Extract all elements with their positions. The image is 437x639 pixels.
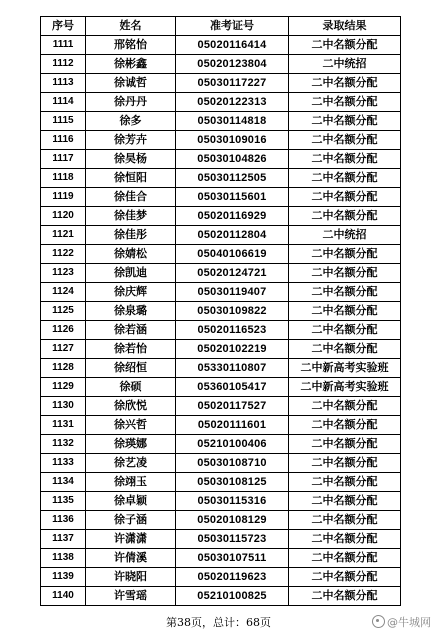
cell-ticket-number: 05030115316 bbox=[176, 492, 289, 511]
cell-admission-result: 二中统招 bbox=[289, 55, 401, 74]
table-row bbox=[41, 587, 401, 606]
cell-name: 徐翊玉 bbox=[86, 473, 176, 492]
cell-admission-result: 二中统招 bbox=[289, 226, 401, 245]
table-row bbox=[41, 245, 401, 264]
cell-name: 徐昊杨 bbox=[86, 150, 176, 169]
table-row bbox=[41, 93, 401, 112]
cell-ticket-number: 05020112804 bbox=[176, 226, 289, 245]
cell-serial: 1117 bbox=[41, 150, 86, 169]
cell-serial: 1119 bbox=[41, 188, 86, 207]
cell-serial: 1111 bbox=[41, 36, 86, 55]
cell-serial: 1114 bbox=[41, 93, 86, 112]
cell-admission-result: 二中名额分配 bbox=[289, 340, 401, 359]
table-row bbox=[41, 226, 401, 245]
cell-name: 许雪瑶 bbox=[86, 587, 176, 606]
table-body bbox=[41, 36, 401, 606]
table-row bbox=[41, 416, 401, 435]
cell-name: 徐卓颖 bbox=[86, 492, 176, 511]
table-row bbox=[41, 131, 401, 150]
cell-name: 徐庆辉 bbox=[86, 283, 176, 302]
cell-name: 徐丹丹 bbox=[86, 93, 176, 112]
cell-name: 邢铭怡 bbox=[86, 36, 176, 55]
table-row bbox=[41, 511, 401, 530]
cell-name: 徐硕 bbox=[86, 378, 176, 397]
table-row bbox=[41, 150, 401, 169]
table-row bbox=[41, 55, 401, 74]
cell-ticket-number: 05020122313 bbox=[176, 93, 289, 112]
table-row bbox=[41, 397, 401, 416]
cell-admission-result: 二中名额分配 bbox=[289, 36, 401, 55]
cell-serial: 1130 bbox=[41, 397, 86, 416]
cell-admission-result: 二中名额分配 bbox=[289, 283, 401, 302]
cell-admission-result: 二中新高考实验班 bbox=[289, 359, 401, 378]
cell-admission-result: 二中名额分配 bbox=[289, 511, 401, 530]
cell-name: 徐芳卉 bbox=[86, 131, 176, 150]
cell-admission-result: 二中名额分配 bbox=[289, 492, 401, 511]
cell-name: 许晓阳 bbox=[86, 568, 176, 587]
table-row bbox=[41, 549, 401, 568]
cell-ticket-number: 05030109822 bbox=[176, 302, 289, 321]
cell-serial: 1123 bbox=[41, 264, 86, 283]
cell-ticket-number: 05030115723 bbox=[176, 530, 289, 549]
page-footer: 第38页，总计：68页 bbox=[166, 616, 271, 629]
cell-ticket-number: 05020117527 bbox=[176, 397, 289, 416]
cell-serial: 1116 bbox=[41, 131, 86, 150]
cell-serial: 1115 bbox=[41, 112, 86, 131]
cell-admission-result: 二中名额分配 bbox=[289, 264, 401, 283]
cell-admission-result: 二中名额分配 bbox=[289, 131, 401, 150]
cell-ticket-number: 05030107511 bbox=[176, 549, 289, 568]
table-row bbox=[41, 340, 401, 359]
cell-admission-result: 二中名额分配 bbox=[289, 74, 401, 93]
cell-admission-result: 二中名额分配 bbox=[289, 188, 401, 207]
cell-serial: 1125 bbox=[41, 302, 86, 321]
table-row bbox=[41, 74, 401, 93]
cell-serial: 1126 bbox=[41, 321, 86, 340]
cell-admission-result: 二中名额分配 bbox=[289, 397, 401, 416]
cell-ticket-number: 05020116414 bbox=[176, 36, 289, 55]
cell-admission-result: 二中名额分配 bbox=[289, 169, 401, 188]
cell-serial: 1136 bbox=[41, 511, 86, 530]
cell-name: 徐佳梦 bbox=[86, 207, 176, 226]
cell-ticket-number: 05020124721 bbox=[176, 264, 289, 283]
cell-ticket-number: 05030108710 bbox=[176, 454, 289, 473]
table-row bbox=[41, 454, 401, 473]
cell-serial: 1113 bbox=[41, 74, 86, 93]
cell-serial: 1128 bbox=[41, 359, 86, 378]
cell-admission-result: 二中名额分配 bbox=[289, 321, 401, 340]
table-row bbox=[41, 264, 401, 283]
table-header-row bbox=[41, 17, 401, 36]
cell-ticket-number: 05030117227 bbox=[176, 74, 289, 93]
cell-ticket-number: 05020116929 bbox=[176, 207, 289, 226]
table-row bbox=[41, 302, 401, 321]
cell-name: 徐瑛娜 bbox=[86, 435, 176, 454]
watermark-text: @牛城网 bbox=[387, 616, 431, 629]
cell-serial: 1138 bbox=[41, 549, 86, 568]
table-row bbox=[41, 207, 401, 226]
table-row bbox=[41, 378, 401, 397]
table-row bbox=[41, 473, 401, 492]
cell-serial: 1120 bbox=[41, 207, 86, 226]
cell-serial: 1140 bbox=[41, 587, 86, 606]
cell-name: 徐恒阳 bbox=[86, 169, 176, 188]
cell-admission-result: 二中名额分配 bbox=[289, 473, 401, 492]
cell-admission-result: 二中名额分配 bbox=[289, 112, 401, 131]
cell-serial: 1131 bbox=[41, 416, 86, 435]
cell-serial: 1112 bbox=[41, 55, 86, 74]
cell-name: 徐佳彤 bbox=[86, 226, 176, 245]
camera-icon bbox=[372, 615, 385, 628]
cell-serial: 1129 bbox=[41, 378, 86, 397]
cell-admission-result: 二中名额分配 bbox=[289, 549, 401, 568]
cell-ticket-number: 05030114818 bbox=[176, 112, 289, 131]
cell-serial: 1134 bbox=[41, 473, 86, 492]
cell-name: 许潇潇 bbox=[86, 530, 176, 549]
cell-name: 徐若怡 bbox=[86, 340, 176, 359]
cell-serial: 1121 bbox=[41, 226, 86, 245]
cell-serial: 1139 bbox=[41, 568, 86, 587]
cell-ticket-number: 05030109016 bbox=[176, 131, 289, 150]
cell-ticket-number: 05020116523 bbox=[176, 321, 289, 340]
cell-name: 徐兴哲 bbox=[86, 416, 176, 435]
cell-ticket-number: 05020123804 bbox=[176, 55, 289, 74]
cell-serial: 1118 bbox=[41, 169, 86, 188]
table-row bbox=[41, 283, 401, 302]
cell-ticket-number: 05020111601 bbox=[176, 416, 289, 435]
cell-ticket-number: 05030108125 bbox=[176, 473, 289, 492]
cell-name: 徐凯迪 bbox=[86, 264, 176, 283]
header-ticket-number: 准考证号 bbox=[176, 17, 289, 36]
cell-admission-result: 二中名额分配 bbox=[289, 93, 401, 112]
cell-name: 徐泉璐 bbox=[86, 302, 176, 321]
cell-ticket-number: 05020102219 bbox=[176, 340, 289, 359]
cell-ticket-number: 05020119623 bbox=[176, 568, 289, 587]
cell-admission-result: 二中名额分配 bbox=[289, 245, 401, 264]
table-row bbox=[41, 169, 401, 188]
cell-name: 徐彬鑫 bbox=[86, 55, 176, 74]
cell-ticket-number: 05210100825 bbox=[176, 587, 289, 606]
table-row bbox=[41, 435, 401, 454]
cell-serial: 1127 bbox=[41, 340, 86, 359]
watermark bbox=[372, 614, 431, 630]
admission-table bbox=[40, 16, 401, 606]
header-name: 姓名 bbox=[86, 17, 176, 36]
table-row bbox=[41, 530, 401, 549]
cell-name: 徐若涵 bbox=[86, 321, 176, 340]
cell-serial: 1132 bbox=[41, 435, 86, 454]
cell-admission-result: 二中名额分配 bbox=[289, 416, 401, 435]
cell-name: 徐子涵 bbox=[86, 511, 176, 530]
table-row bbox=[41, 36, 401, 55]
table-row bbox=[41, 568, 401, 587]
table-row bbox=[41, 188, 401, 207]
table-row bbox=[41, 492, 401, 511]
cell-ticket-number: 05210100406 bbox=[176, 435, 289, 454]
cell-ticket-number: 05040106619 bbox=[176, 245, 289, 264]
cell-serial: 1133 bbox=[41, 454, 86, 473]
table-row bbox=[41, 321, 401, 340]
cell-admission-result: 二中名额分配 bbox=[289, 302, 401, 321]
header-serial: 序号 bbox=[41, 17, 86, 36]
cell-ticket-number: 05030112505 bbox=[176, 169, 289, 188]
cell-admission-result: 二中名额分配 bbox=[289, 150, 401, 169]
cell-name: 许倩溪 bbox=[86, 549, 176, 568]
cell-name: 徐多 bbox=[86, 112, 176, 131]
cell-admission-result: 二中名额分配 bbox=[289, 207, 401, 226]
cell-ticket-number: 05330110807 bbox=[176, 359, 289, 378]
cell-admission-result: 二中名额分配 bbox=[289, 530, 401, 549]
cell-serial: 1137 bbox=[41, 530, 86, 549]
cell-ticket-number: 05030115601 bbox=[176, 188, 289, 207]
cell-admission-result: 二中名额分配 bbox=[289, 568, 401, 587]
cell-serial: 1124 bbox=[41, 283, 86, 302]
cell-name: 徐婧松 bbox=[86, 245, 176, 264]
cell-ticket-number: 05020108129 bbox=[176, 511, 289, 530]
cell-name: 徐佳合 bbox=[86, 188, 176, 207]
cell-name: 徐艺凌 bbox=[86, 454, 176, 473]
table-row bbox=[41, 359, 401, 378]
cell-name: 徐绍恒 bbox=[86, 359, 176, 378]
cell-ticket-number: 05030119407 bbox=[176, 283, 289, 302]
cell-admission-result: 二中新高考实验班 bbox=[289, 378, 401, 397]
cell-name: 徐诚哲 bbox=[86, 74, 176, 93]
cell-admission-result: 二中名额分配 bbox=[289, 454, 401, 473]
cell-ticket-number: 05030104826 bbox=[176, 150, 289, 169]
cell-serial: 1122 bbox=[41, 245, 86, 264]
cell-admission-result: 二中名额分配 bbox=[289, 587, 401, 606]
cell-name: 徐欣悦 bbox=[86, 397, 176, 416]
table-row bbox=[41, 112, 401, 131]
admission-list bbox=[40, 16, 400, 606]
cell-serial: 1135 bbox=[41, 492, 86, 511]
header-admission-result: 录取结果 bbox=[289, 17, 401, 36]
cell-admission-result: 二中名额分配 bbox=[289, 435, 401, 454]
cell-ticket-number: 05360105417 bbox=[176, 378, 289, 397]
